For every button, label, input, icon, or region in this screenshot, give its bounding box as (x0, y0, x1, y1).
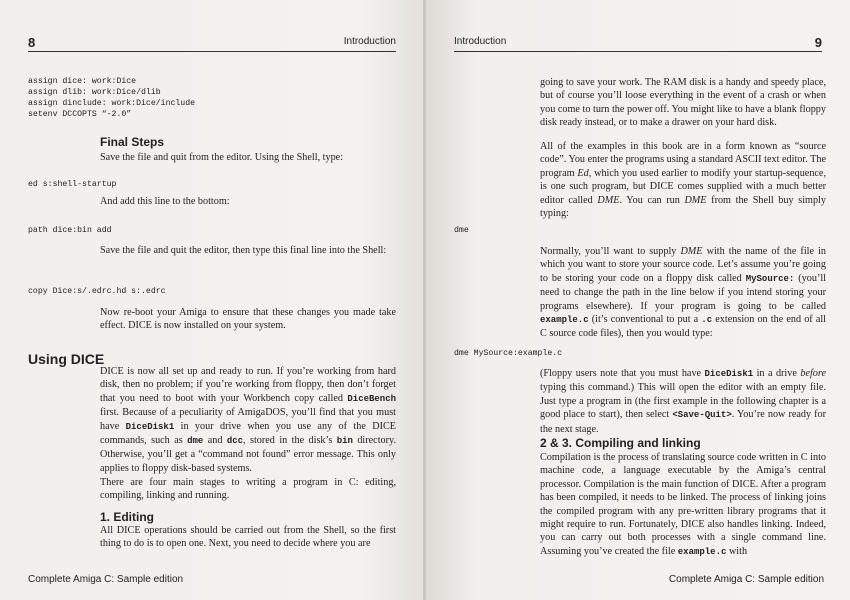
using-dice-heading: Using DICE (28, 351, 105, 367)
copy-edrc-code: copy Dice:s/.edrc.hd s:.edrc (28, 287, 166, 296)
right-header (454, 35, 822, 52)
code-line: assign dice: work:Dice (28, 77, 137, 86)
dme-example-code: dme MySource:example.c (454, 349, 563, 358)
four-stages-paragraph: There are four main stages to writing a program in C: editing, compiling, linking and running. (100, 477, 396, 502)
using-dice-paragraph: DICE is now all set up and ready to run. If you’re working from hard disk, then no problem; if you’re working from floppy, then don’t forget that you need to boot with your Workbench copy called DiceBench first. Because of a peculiarity of AmigaDOS, you’ll find that you must have DiceDisk1 in your drive when you use any of the DICE commands, such as dme and dcc, stored in the disk’s bin directory. Otherwise, you’ll get a “command not found” error message. This only applies to floppy disk-based systems. (100, 366, 396, 474)
left-page (0, 0, 424, 600)
left-header-title: Introduction (343, 36, 396, 47)
editing-paragraph: All DICE operations should be carried out from the Shell, so the first thing to do is to open one. Next, you need to decide where you are (100, 525, 396, 550)
left-page-number: 8 (28, 35, 36, 50)
normally-paragraph: Normally, you’ll want to supply DME with the name of the file in which you want to store your source code. Let’s assume you’re going to be storing your code on a floppy disk called MySource: (you’ll need to change the path in the line below if you intend storing your programs elsewhere). If your program is going to be called example.c (it’s conventional to put a .c extension on the end of all C source code files), then you would type: (540, 246, 827, 340)
editing-heading: 1. Editing (100, 510, 154, 524)
path-code: path dice:bin add (28, 226, 112, 235)
assign-code-block (28, 76, 195, 120)
examples-paragraph: All of the examples in this book are in a form known as “source code”. You enter the programs using a standard ASCII text editor. The program Ed, which you used earlier to modify your startup-sequence, is one such program, but DICE comes supplied with a much better editor called DME. You can run DME from the Shell buy simply typing: (540, 141, 826, 220)
final-steps-heading: Final Steps (100, 135, 165, 149)
dme-code: dme (454, 226, 469, 235)
reboot-paragraph: Now re-boot your Amiga to ensure that these changes you made take effect. DICE is now installed on your system. (100, 307, 396, 332)
code-line: assign dinclude: work:Dice/include (28, 99, 196, 108)
ram-disk-paragraph: going to save your work. The RAM disk is a handy and speedy place, but of course you’ll loose everything in the event of a crash or when you come to turn the power off. You might like to have a blank floppy disk ready instead, or to make a drawer on your hard disk. (540, 77, 826, 129)
final-steps-paragraph: Save the file and quit from the editor. Using the Shell, type: (100, 152, 344, 163)
left-header (28, 35, 396, 52)
right-footer: Complete Amiga C: Sample edition (668, 574, 824, 585)
compiling-linking-heading: 2 & 3. Compiling and linking (540, 436, 701, 450)
code-line: setenv DCCOPTS “-2.0” (28, 110, 132, 119)
add-line-paragraph: And add this line to the bottom: (100, 196, 230, 207)
floppy-note-paragraph: (Floppy users note that you must have DiceDisk1 in a drive before typing this command.) This will open the editor with an empty file. Just type a program in (the first example in the following chapter is a good place to start), then select <Save-Quit>. You’re now ready for the next stage. (540, 368, 827, 435)
compiling-paragraph: Compilation is the process of translating source code written in C into machine code, a language executable by the Amiga’s central processor. Compilation is the main function of DICE. After a program has been compiled, it needs to be linked. The process of linking joins the compiled program with any pre-written library programs that it might require to run. Fortunately, DICE also handles linking. Indeed, you can carry out both processes with a single command line. Assuming you’ve created the file example.c with (540, 452, 826, 557)
right-page-number: 9 (814, 35, 822, 50)
save-quit-paragraph: Save the file and quit the editor, then type this final line into the Shell: (100, 245, 387, 256)
ed-shell-startup-code: ed s:shell-startup (28, 180, 117, 189)
right-page (426, 0, 850, 600)
code-line: assign dlib: work:Dice/dlib (28, 88, 161, 97)
right-header-title: Introduction (454, 36, 507, 47)
left-footer: Complete Amiga C: Sample edition (28, 574, 184, 585)
